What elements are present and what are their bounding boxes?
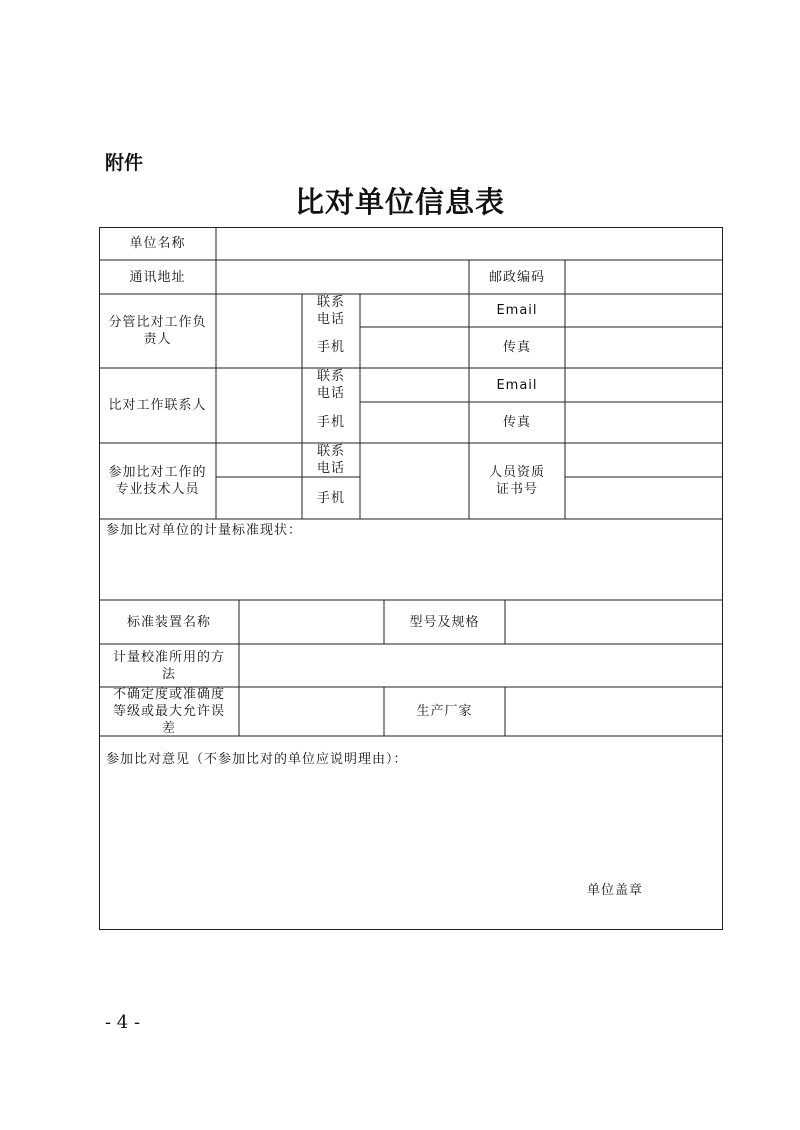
method-label: 计量校准所用的方法: [113, 649, 226, 682]
manufacturer-label: 生产厂家: [416, 704, 473, 719]
technician-name-field-2[interactable]: [216, 477, 302, 519]
address-label: 通讯地址: [129, 269, 186, 285]
contact-phone-field[interactable]: [360, 368, 469, 402]
postcode-field[interactable]: [565, 260, 723, 294]
supervisor-name-field[interactable]: [216, 294, 302, 368]
supervisor-phone-label: 联系电话: [316, 294, 345, 327]
contact-person-name-field[interactable]: [216, 368, 302, 443]
supervisor-label: 分管比对工作负责人: [108, 315, 207, 347]
technician-phone-label: 联系电话: [316, 444, 345, 476]
unit-name-field[interactable]: [216, 227, 723, 260]
contact-email-label: Email: [496, 377, 538, 393]
attachment-label: 附件: [105, 152, 144, 174]
qualification-field-2[interactable]: [565, 477, 723, 519]
opinion-field[interactable]: [99, 772, 723, 877]
contact-mobile-field[interactable]: [360, 402, 469, 443]
technician-name-field-1[interactable]: [216, 443, 302, 477]
device-name-field[interactable]: [239, 600, 384, 644]
standards-status-field[interactable]: [99, 542, 723, 600]
manufacturer-field[interactable]: [505, 687, 723, 736]
qualification-label: 人员资质证书号: [488, 465, 545, 497]
address-field[interactable]: [216, 260, 469, 294]
technician-phone-field[interactable]: [360, 443, 469, 477]
contact-email-field[interactable]: [565, 368, 723, 402]
opinion-label: 参加比对意见（不参加比对的单位应说明理由）：: [106, 752, 408, 767]
contact-fax-field[interactable]: [565, 402, 723, 443]
technician-mobile-field[interactable]: [360, 477, 469, 519]
postcode-label: 邮政编码: [488, 269, 545, 285]
contact-person-label: 比对工作联系人: [108, 398, 207, 413]
supervisor-phone-field[interactable]: [360, 294, 469, 327]
supervisor-email-field[interactable]: [565, 294, 723, 327]
seal-label: 单位盖章: [586, 882, 643, 898]
supervisor-email-label: Email: [496, 303, 538, 318]
unit-name-label: 单位名称: [129, 236, 186, 251]
form-title: 比对单位信息表: [294, 185, 505, 219]
contact-fax-label: 传真: [502, 415, 531, 430]
technician-label: 参加比对工作的专业技术人员: [108, 465, 207, 497]
supervisor-mobile-label: 手机: [316, 340, 345, 355]
model-spec-field[interactable]: [505, 600, 723, 644]
standards-status-label: 参加比对单位的计量标准现状：: [106, 523, 303, 538]
method-field[interactable]: [239, 644, 723, 687]
device-name-label: 标准装置名称: [126, 614, 211, 630]
supervisor-mobile-field[interactable]: [360, 327, 469, 368]
supervisor-fax-label: 传真: [502, 340, 531, 355]
contact-mobile-label: 手机: [316, 415, 345, 430]
supervisor-fax-field[interactable]: [565, 327, 723, 368]
unit-info-form: [99, 227, 723, 930]
technician-mobile-label: 手机: [316, 490, 345, 506]
uncertainty-label: 不确定度或准确度等级或最大允许误差: [112, 687, 225, 736]
page-number: - 4 -: [105, 1012, 141, 1033]
contact-phone-label: 联系电话: [316, 369, 345, 401]
qualification-field-1[interactable]: [565, 443, 723, 477]
model-spec-label: 型号及规格: [409, 614, 480, 630]
uncertainty-field[interactable]: [239, 687, 384, 736]
